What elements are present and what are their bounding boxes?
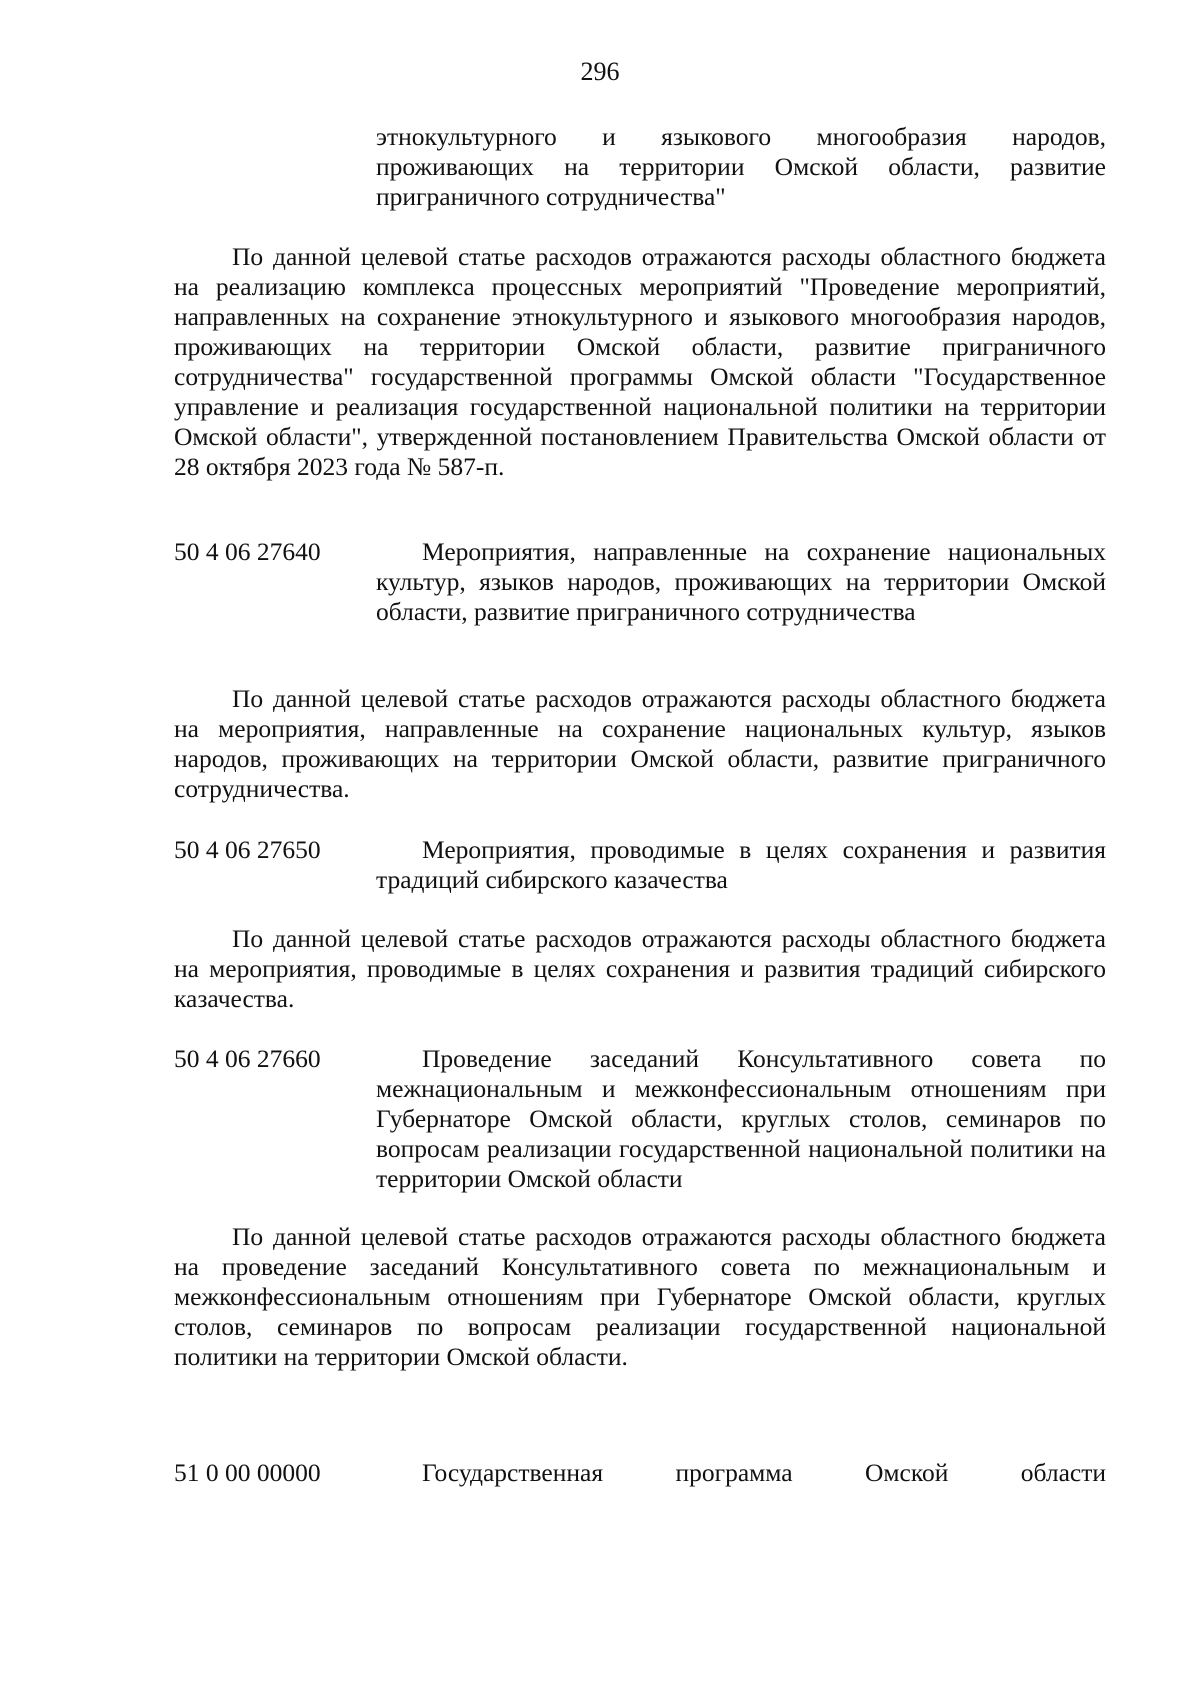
entry-title-27640: Мероприятия, направленные на сохранение национальных культур, языков народов, проживающих на территории Омской области, развитие приграничного сотрудничества	[376, 537, 1106, 626]
continued-heading: этнокультурного и языкового многообразия народов, проживающих на территории Омской области, развитие приграничного сотрудничества"	[376, 122, 1106, 211]
paragraph-27660-description: По данной целевой статье расходов отражаются расходы областного бюджета на проведение заседаний Консультативного совета по межнациональным и межконфессиональным отношениям при Губернаторе Омской области, круглых столов, семинаров по вопросам реализации государственной национальной политики на территории Омской области.	[174, 1222, 1106, 1371]
entry-code-27640: 50 4 06 27640	[174, 537, 321, 566]
paragraph-27640-description: По данной целевой статье расходов отражаются расходы областного бюджета на мероприятия, направленные на сохранение национальных культур, языков народов, проживающих на территории Омской области, развитие приграничного сотрудничества.	[174, 684, 1106, 803]
paragraph-27650-description: По данной целевой статье расходов отражаются расходы областного бюджета на мероприятия, проводимые в целях сохранения и развития традиций сибирского казачества.	[174, 924, 1106, 1013]
entry-code-27650: 50 4 06 27650	[174, 835, 321, 864]
page-number: 296	[580, 57, 620, 86]
entry-code-27660: 50 4 06 27660	[174, 1044, 321, 1073]
paragraph-program-description: По данной целевой статье расходов отражаются расходы областного бюджета на реализацию комплекса процессных мероприятий "Проведение мероприятий, направленных на сохранение этнокультурного и языкового многообразия народов, проживающих на территории Омской области, развитие приграничного сотрудничества" государственной программы Омской области "Государственное управление и реализация государственной национальной политики на территории Омской области", утвержденной постановлением Правительства Омской области от 28 октября 2023 года № 587-п.	[174, 242, 1106, 481]
entry-title-27650: Мероприятия, проводимые в целях сохранения и развития традиций сибирского казачества	[376, 835, 1106, 894]
entry-code-51000: 51 0 00 00000	[174, 1458, 321, 1487]
entry-title-51000: Государственная программа Омской области	[422, 1458, 1106, 1487]
entry-title-27660: Проведение заседаний Консультативного совета по межнациональным и межконфессиональным отношениям при Губернаторе Омской области, круглых столов, семинаров по вопросам реализации государственной национальной политики на территории Омской области	[376, 1044, 1106, 1193]
